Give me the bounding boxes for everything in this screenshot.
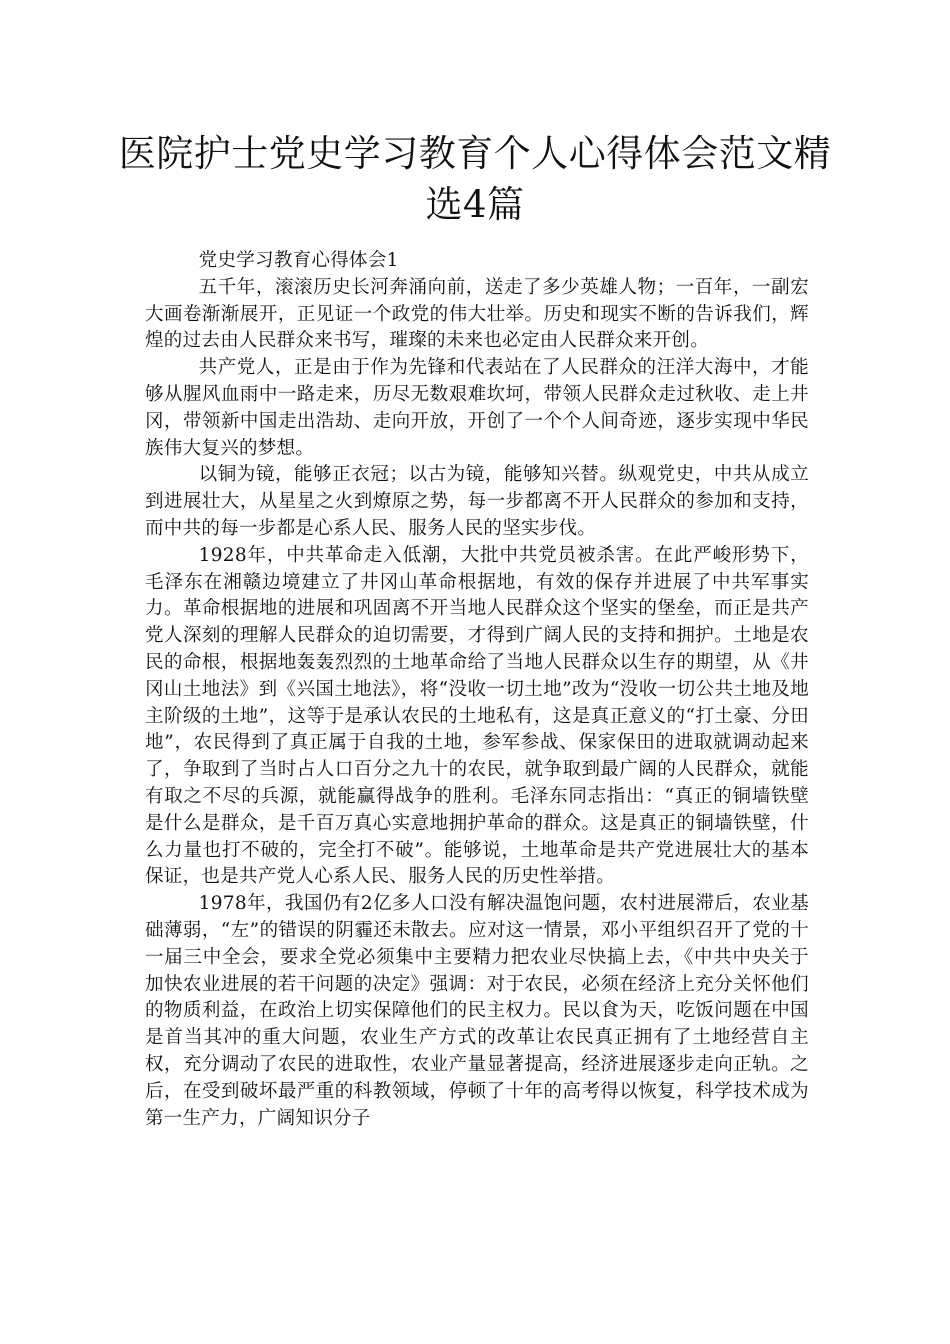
paragraph-1: 五千年，滚滚历史长河奔涌向前，送走了多少英雄人物；一百年，一副宏大画卷渐渐展开，正见证一个政党的伟大壮举。历史和现实不断的告诉我们，辉煌的过去由人民群众来书写，璀璨的未来也必定由人民群众来开创。	[145, 276, 809, 352]
paragraph-3: 以铜为镜，能够正衣冠；以古为镜，能够知兴替。纵观党史，中共从成立到进展壮大，从星星之火到燎原之势，每一步都离不开人民群众的参加和支持，而中共的每一步都是心系人民、服务人民的坚实步伐。	[145, 464, 809, 539]
paragraph-2: 共产党人，正是由于作为先锋和代表站在了人民群众的汪洋大海中，才能够从腥风血雨中一路走来，历尽无数艰难坎坷，带领人民群众走过秋收、走上井冈，带领新中国走出浩劫、走向开放，开创了一个个人间奇迹，逐步实现中华民族伟大复兴的梦想。	[145, 357, 809, 459]
paragraph-4: 1928年，中共革命走入低潮，大批中共党员被杀害。在此严峻形势下，毛泽东在湘赣边境建立了井冈山革命根据地，有效的保存并进展了中共军事实力。革命根据地的进展和巩固离不开当地人民群众这个坚实的堡垒，而正是共产党人深刻的理解人民群众的迫切需要，才得到广阔人民的支持和拥护。土地是农民的命根，根据地轰轰烈烈的土地革命给了当地人民群众以生存的期望，从《井冈山土地法》到《兴国土地法》，将“没收一切土地”改为“没收一切公共土地及地主阶级的土地”，这等于是承认农民的土地私有，这是真正意义的“打土豪、分田地”，农民得到了真正属于自我的土地，参军参战、保家保田的进取就调动起来了，争取到了当时占人口百分之九十的农民，就争取到最广阔的人民群众，就能有取之不尽的兵源，就能赢得战争的胜利。毛泽东同志指出：“真正的铜墙铁壁是什么是群众，是千百万真心实意地拥护革命的群众。这是真正的铜墙铁壁，什么力量也打不破的，完全打不破”。能够说，土地革命是共产党进展壮大的基本保证，也是共产党人心系人民、服务人民的历史性举措。	[145, 544, 809, 888]
document-body	[145, 248, 809, 1132]
section-heading: 党史学习教育心得体会1	[198, 250, 399, 271]
paragraph-5: 1978年，我国仍有2亿多人口没有解决温饱问题，农村进展滞后，农业基础薄弱，“左”的错误的阴霾还未散去。应对这一情景，邓小平组织召开了党的十一届三中全会，要求全党必须集中主要精力把农业尽快搞上去，《中共中央关于加快农业进展的若干问题的决定》强调：对于农民，必须在经济上充分关怀他们的物质利益，在政治上切实保障他们的民主权力。民以食为天，吃饭问题在中国是首当其冲的重大问题，农业生产方式的改革让农民真正拥有了土地经营自主权，充分调动了农民的进取性，农业产量显著提高，经济进展逐步走向正轨。之后，在受到破坏最严重的科教领域，停顿了十年的高考得以恢复，科学技术成为第一生产力，广阔知识分子	[145, 893, 809, 1129]
document-title: 医院护士党史学习教育个人心得体会范文精选4篇	[118, 132, 832, 226]
